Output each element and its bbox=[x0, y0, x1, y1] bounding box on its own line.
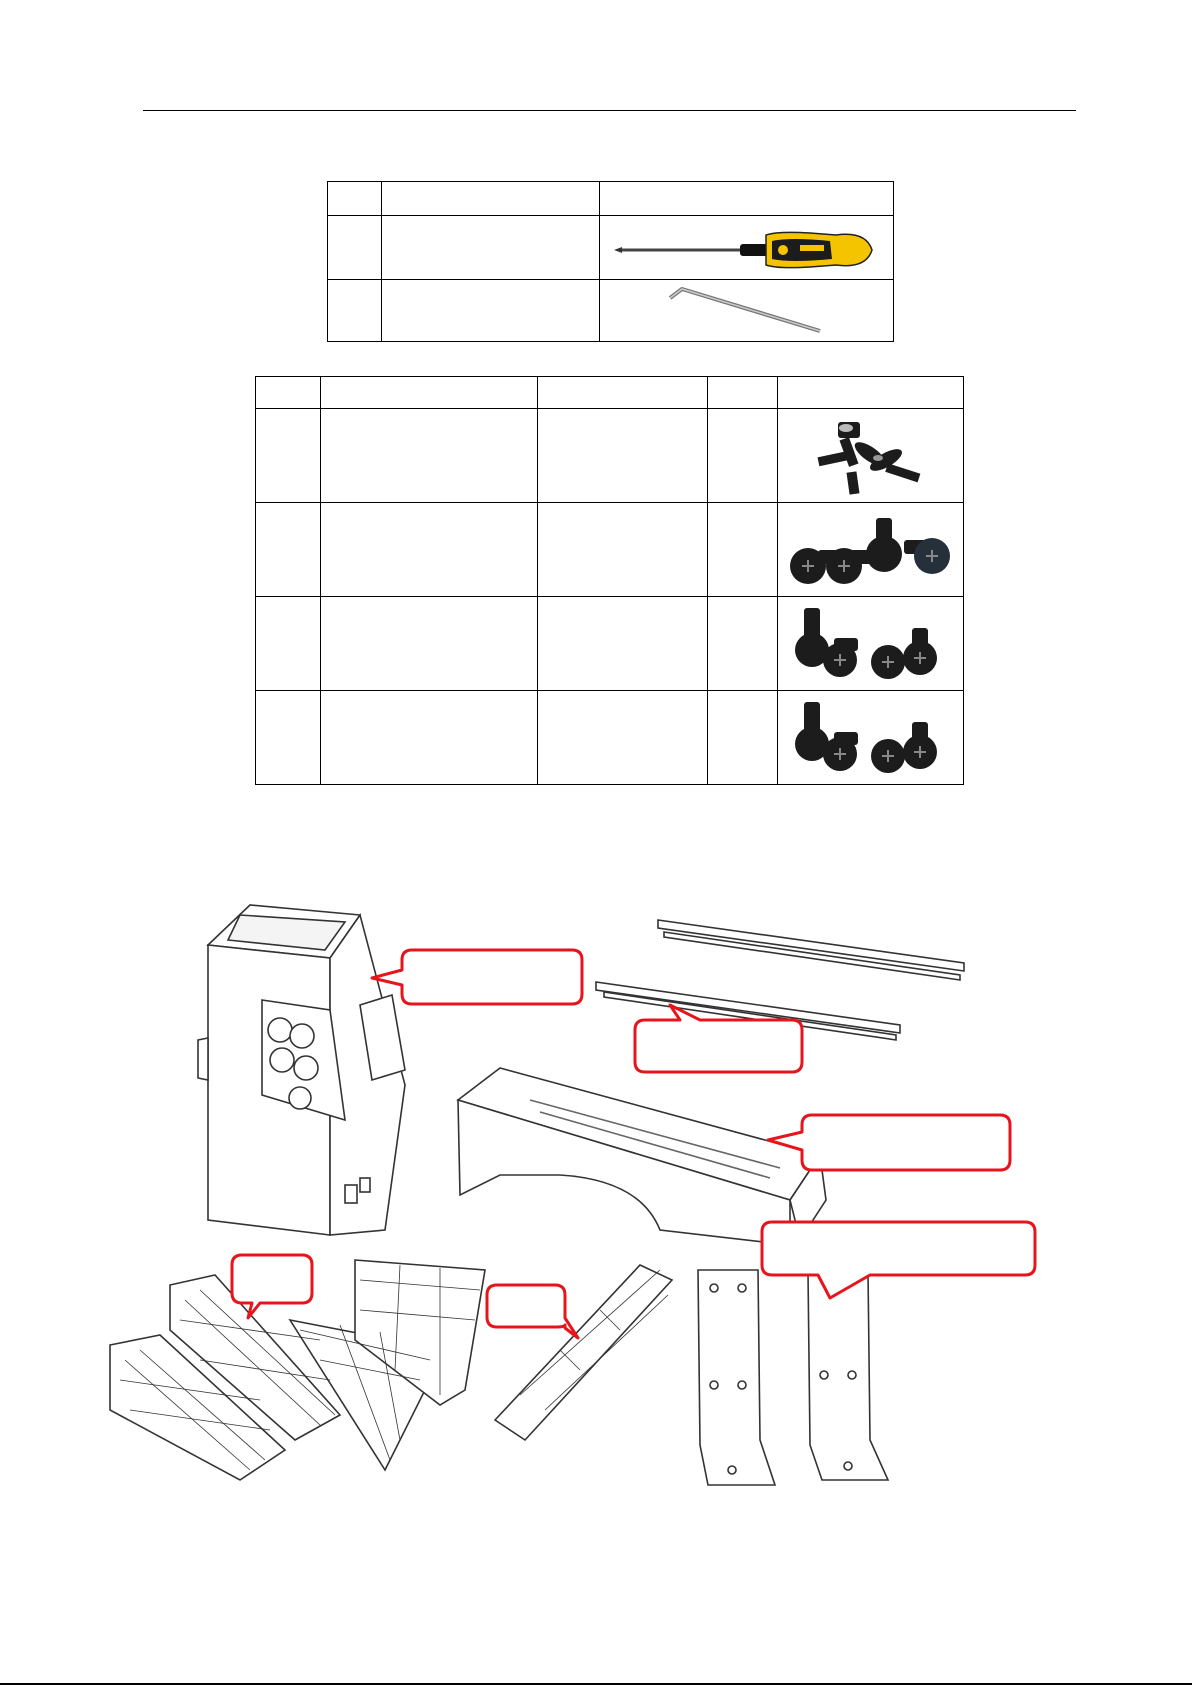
parts-cell-qty bbox=[708, 597, 778, 691]
tools-header-name bbox=[381, 182, 599, 216]
tools-table-header bbox=[328, 182, 894, 216]
pan-head-screws-icon bbox=[778, 504, 963, 596]
parts-cell-spec bbox=[537, 597, 707, 691]
parts-cell-qty bbox=[708, 409, 778, 503]
parts-cell-image bbox=[777, 409, 963, 503]
bolt-washer-set-icon bbox=[778, 410, 963, 502]
allen-key-icon bbox=[600, 281, 893, 341]
cabinet-drawing bbox=[198, 905, 405, 1235]
parts-cell-qty bbox=[708, 691, 778, 785]
brackets-drawing bbox=[698, 1270, 888, 1485]
table-row bbox=[256, 409, 964, 503]
callout-cabinet bbox=[372, 950, 582, 1004]
parts-cell-name bbox=[320, 409, 537, 503]
tools-table bbox=[327, 181, 894, 342]
tools-cell-no bbox=[328, 216, 382, 280]
flange-screws-icon bbox=[778, 598, 963, 690]
parts-table bbox=[255, 376, 964, 785]
callout-base bbox=[768, 1115, 1010, 1170]
tools-cell-name bbox=[381, 280, 599, 342]
tools-cell-no bbox=[328, 280, 382, 342]
tools-header-image bbox=[599, 182, 893, 216]
parts-header-qty bbox=[708, 377, 778, 409]
parts-cell-spec bbox=[537, 409, 707, 503]
parts-cell-image bbox=[777, 503, 963, 597]
header-rule bbox=[143, 110, 1076, 111]
tools-header-no bbox=[328, 182, 382, 216]
parts-illustration bbox=[0, 880, 1192, 1500]
table-row bbox=[256, 503, 964, 597]
parts-cell-no bbox=[256, 691, 321, 785]
parts-header-no bbox=[256, 377, 321, 409]
callout-mesh-right bbox=[487, 1285, 578, 1338]
parts-cell-no bbox=[256, 503, 321, 597]
parts-header-image bbox=[777, 377, 963, 409]
parts-cell-no bbox=[256, 597, 321, 691]
parts-cell-no bbox=[256, 409, 321, 503]
parts-cell-spec bbox=[537, 503, 707, 597]
table-row bbox=[256, 691, 964, 785]
parts-cell-name bbox=[320, 597, 537, 691]
table-row bbox=[328, 216, 894, 280]
parts-cell-name bbox=[320, 691, 537, 785]
parts-table-header bbox=[256, 377, 964, 409]
base-drawing bbox=[458, 1068, 826, 1245]
parts-cell-qty bbox=[708, 503, 778, 597]
tools-cell-name bbox=[381, 216, 599, 280]
parts-cell-spec bbox=[537, 691, 707, 785]
screwdriver-icon bbox=[600, 217, 893, 279]
parts-cell-image bbox=[777, 597, 963, 691]
callout-brackets bbox=[762, 1222, 1035, 1298]
parts-header-spec bbox=[537, 377, 707, 409]
tools-cell-image bbox=[599, 280, 893, 342]
table-row bbox=[256, 597, 964, 691]
flange-screws-icon bbox=[778, 692, 963, 784]
table-row bbox=[328, 280, 894, 342]
parts-cell-image bbox=[777, 691, 963, 785]
tools-cell-image bbox=[599, 216, 893, 280]
parts-header-name bbox=[320, 377, 537, 409]
parts-cell-name bbox=[320, 503, 537, 597]
